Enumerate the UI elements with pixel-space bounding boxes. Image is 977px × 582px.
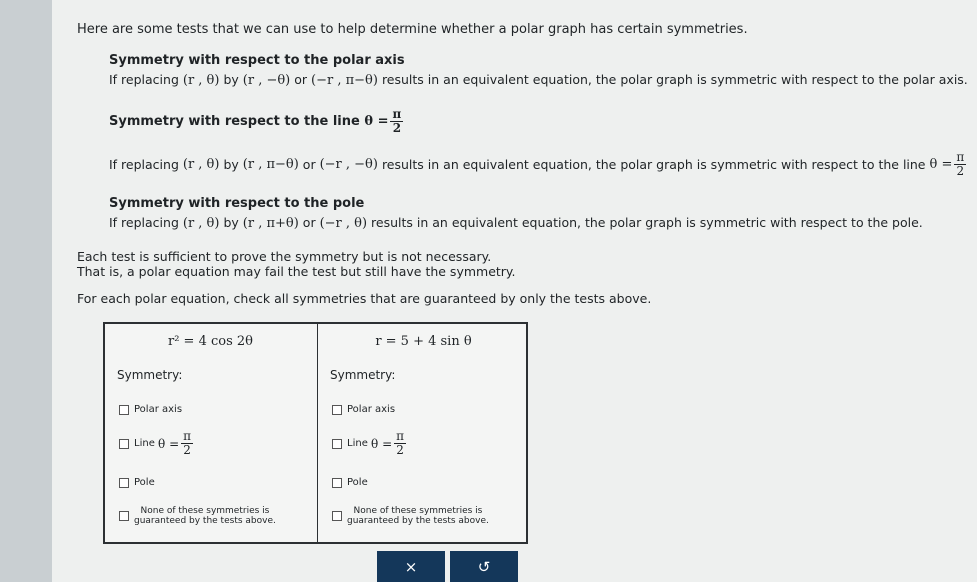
intro-text: Here are some tests that we can use to help determine whether a polar graph has certain symmetries. (77, 22, 748, 37)
symmetry-label: Symmetry: (330, 368, 396, 382)
checkbox[interactable] (332, 439, 342, 449)
instruction: For each polar equation, check all symmetries that are guaranteed by only the tests above. (77, 291, 652, 306)
checkbox[interactable] (119, 511, 129, 521)
x-icon: × (404, 557, 418, 576)
note-sufficient: Each test is sufficient to prove the symmetry but is not necessary. (77, 249, 492, 264)
pi-over-2: $\frac{\pi}{2}$ (392, 107, 402, 135)
checkbox-pole-1[interactable]: Pole (119, 477, 155, 488)
checkbox[interactable] (119, 478, 129, 488)
checkbox-none-2[interactable]: None of these symmetries is guaranteed by the tests above. (332, 506, 489, 526)
equation-column-2 (318, 324, 529, 542)
checkbox-line-1[interactable]: Line θ = $\frac{\pi}{2}$ (119, 430, 195, 457)
polar-axis-heading: Symmetry with respect to the polar axis (109, 53, 405, 68)
line-heading: Symmetry with respect to the line θ = $\frac{\pi}{2}$ (109, 107, 402, 135)
polar-axis-rule: If replacing (r , θ) by (r , −θ) or (−r , π−θ) results in an equivalent equation, the polar graph is symmetric with respect to the polar axis. (109, 72, 968, 88)
checkbox[interactable] (332, 405, 342, 415)
checkbox-polar-axis-2[interactable]: Polar axis (332, 404, 395, 415)
pole-rule: If replacing (r , θ) by (r , π+θ) or (−r , θ) results in an equivalent equation, the polar graph is symmetric with respect to the pole. (109, 215, 923, 231)
answer-table (103, 322, 528, 544)
equation-2: r = 5 + 4 sin θ (375, 334, 472, 349)
checkbox[interactable] (119, 439, 129, 449)
clear-button[interactable] (377, 551, 445, 582)
undo-icon: ↺ (477, 557, 491, 576)
checkbox[interactable] (332, 511, 342, 521)
equation-column-1 (105, 324, 316, 542)
checkbox[interactable] (119, 405, 129, 415)
note-fail: That is, a polar equation may fail the test but still have the symmetry. (77, 264, 516, 279)
line-rule: If replacing (r , θ) by (r , π−θ) or (−r , −θ) results in an equivalent equation, the polar graph is symmetric with respect to the line θ = $\frac{\pi}{2}$ (109, 150, 965, 178)
checkbox-pole-2[interactable]: Pole (332, 477, 368, 488)
checkbox-line-2[interactable]: Line θ = $\frac{\pi}{2}$ (332, 430, 408, 457)
pi-over-2: $\frac{\pi}{2}$ (183, 429, 192, 457)
undo-button[interactable] (450, 551, 518, 582)
pi-over-2: $\frac{\pi}{2}$ (956, 150, 965, 178)
pole-heading: Symmetry with respect to the pole (109, 196, 365, 211)
checkbox-polar-axis-1[interactable]: Polar axis (119, 404, 182, 415)
equation-1: r² = 4 cos 2θ (168, 334, 253, 349)
checkbox[interactable] (332, 478, 342, 488)
checkbox-none-1[interactable]: None of these symmetries is guaranteed by the tests above. (119, 506, 276, 526)
symmetry-label: Symmetry: (117, 368, 183, 382)
pi-over-2: $\frac{\pi}{2}$ (396, 429, 405, 457)
